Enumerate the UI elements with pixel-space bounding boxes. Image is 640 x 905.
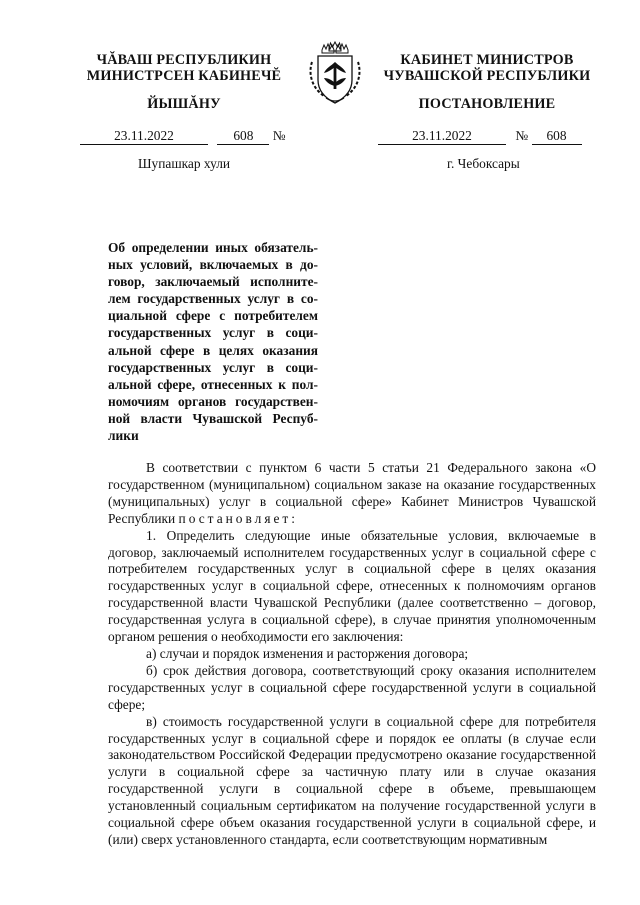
body-paragraph: в) стоимость государственной услуги в социальной сфере для потребителя государственных услуг в социальной сфере и порядок ее оплаты (в случае если законодательством Российской Федерации предусмотрено оказание государственной услуги в социальной сфере за частичную плату или в случае оказания государственной услуги в социальной сфере в объеме, превышающем установленный социальным сертификатом на получение государственной услуги в социальной сфере объем оказания государственной услуги в социальной сфере, и (или) сверх установленного стандарта, если соответствующим нормативным xyxy=(108,713,596,847)
chuvash-coat-of-arms-icon xyxy=(300,40,370,108)
document-body xyxy=(108,460,596,849)
number-left: 608 xyxy=(217,128,269,145)
doc-type-right: ПОСТАНОВЛЕНИЕ xyxy=(418,96,556,112)
body-paragraph: б) срок действия договора, соответствующий сроку оказания исполнителем государственных услуг в социальной сфере государственной услуги в социальной сфере; xyxy=(108,662,596,712)
decree-word: постановляет: xyxy=(178,510,299,526)
document-subject: Об определении иных обязательных условий, включаемых в договор, заключаемый исполнителем государственных услуг в социальной сфере с потребителем государственных услуг в социальной сфере в целях оказания государственных услуг в социальной сфере, отнесенных к полномочиям органов государственной власти Чувашской Республики xyxy=(108,240,318,444)
preamble-paragraph xyxy=(108,460,596,528)
header-left-line-2: МИНИСТРСЕН КАБИНЕЧĔ xyxy=(86,68,282,84)
preamble-text: В соответствии с пунктом 6 части 5 статьи 21 Федерального закона «О государственном (муниципальном) социальном заказе на оказание государственных (муниципальных) услуг в социальной сфере» Кабинет Министров Чувашской Республики xyxy=(108,460,596,526)
header-right-line-2: ЧУВАШСКОЙ РЕСПУБЛИКИ xyxy=(383,68,591,84)
header-left-line-1: ЧĂВАШ РЕСПУБЛИКИН xyxy=(96,52,272,68)
date-number-line-left xyxy=(80,128,286,144)
place-left: Шупашкар хули xyxy=(138,156,231,171)
number-sign-right: № xyxy=(515,128,529,143)
header-right-line-1: КАБИНЕТ МИНИСТРОВ xyxy=(400,52,574,68)
header-left xyxy=(78,52,290,84)
number-sign-left: № xyxy=(272,128,286,143)
date-right: 23.11.2022 xyxy=(378,128,506,145)
place-right: г. Чебоксары xyxy=(447,156,520,171)
date-number-line-right xyxy=(378,128,582,144)
doc-type-left: ЙЫШĂНУ xyxy=(147,96,221,112)
date-left: 23.11.2022 xyxy=(80,128,208,145)
header-right xyxy=(372,52,602,84)
number-right: 608 xyxy=(532,128,582,145)
body-paragraph: 1. Определить следующие иные обязательные условия, включаемые в договор, заключаемый исполнителем государственных услуг в социальной сфере с потребителем государственных услуг в социальной сфере в целях оказания государственных услуг в социальной сфере, отнесенных к полномочиям органов государственной власти Чувашской Республики (далее соответственно – договор, государственная услуга в социальной сфере), в случае принятия уполномоченным органом решения о необходимости его заключения: xyxy=(108,527,596,645)
body-paragraph: а) случаи и порядок изменения и расторжения договора; xyxy=(146,645,469,661)
